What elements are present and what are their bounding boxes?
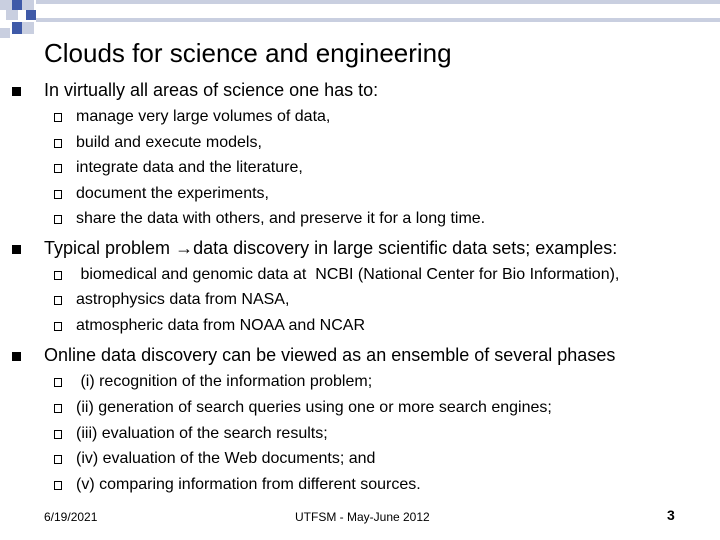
- header-decoration-square: [12, 0, 22, 10]
- slide-title: Clouds for science and engineering: [44, 38, 452, 68]
- header-decoration-square: [0, 28, 10, 38]
- list-item: (ii) generation of search queries using one or more search engines;: [76, 399, 552, 416]
- filled-square-bullet-icon: [12, 87, 21, 96]
- hollow-square-bullet-icon: [54, 215, 62, 224]
- list-item: (i) recognition of the information problem;: [76, 373, 373, 390]
- hollow-square-bullet-icon: [54, 139, 62, 148]
- list-item: (iii) evaluation of the search results;: [76, 425, 328, 442]
- header-decoration-square: [22, 22, 34, 34]
- hollow-square-bullet-icon: [54, 271, 62, 280]
- hollow-square-bullet-icon: [54, 113, 62, 122]
- list-item: atmospheric data from NOAA and NCAR: [76, 317, 366, 334]
- list-item: biomedical and genomic data at NCBI (National Center for Bio Information),: [76, 266, 620, 283]
- bullet-science-areas: In virtually all areas of science one has to:: [44, 80, 379, 100]
- arrow-right-icon: →: [175, 238, 194, 258]
- list-item: astrophysics data from NASA,: [76, 291, 290, 308]
- hollow-square-bullet-icon: [54, 322, 62, 331]
- header-decoration-stripe-top: [36, 0, 720, 4]
- list-item: manage very large volumes of data,: [76, 108, 331, 125]
- list-item: share the data with others, and preserve it for a long time.: [76, 210, 486, 227]
- page-number: 3: [667, 507, 675, 523]
- list-item: build and execute models,: [76, 134, 262, 151]
- filled-square-bullet-icon: [12, 352, 21, 361]
- hollow-square-bullet-icon: [54, 296, 62, 305]
- header-decoration-square: [26, 10, 36, 20]
- header-decoration-square: [0, 0, 12, 10]
- hollow-square-bullet-icon: [54, 455, 62, 464]
- footer-date: 6/19/2021: [44, 510, 98, 524]
- header-decoration-square: [6, 10, 18, 20]
- header-decoration-square: [22, 0, 34, 10]
- hollow-square-bullet-icon: [54, 378, 62, 387]
- list-item: integrate data and the literature,: [76, 159, 303, 176]
- list-item: document the experiments,: [76, 185, 269, 202]
- footer-center-text: UTFSM - May-June 2012: [295, 510, 430, 524]
- hollow-square-bullet-icon: [54, 164, 62, 173]
- filled-square-bullet-icon: [12, 245, 21, 254]
- hollow-square-bullet-icon: [54, 404, 62, 413]
- list-item: (v) comparing information from different sources.: [76, 476, 421, 493]
- header-decoration-square: [12, 22, 22, 34]
- header-decoration-stripe-bottom: [36, 18, 720, 22]
- list-item: (iv) evaluation of the Web documents; and: [76, 450, 376, 467]
- hollow-square-bullet-icon: [54, 430, 62, 439]
- bullet-online-discovery: Online data discovery can be viewed as an ensemble of several phases: [44, 345, 616, 365]
- hollow-square-bullet-icon: [54, 190, 62, 199]
- bullet-text: Typical problem: [44, 238, 176, 258]
- bullet-text: data discovery in large scientific data sets; examples:: [193, 238, 618, 258]
- header-decoration: [0, 0, 720, 40]
- bullet-typical-problem: [44, 238, 617, 259]
- hollow-square-bullet-icon: [54, 481, 62, 490]
